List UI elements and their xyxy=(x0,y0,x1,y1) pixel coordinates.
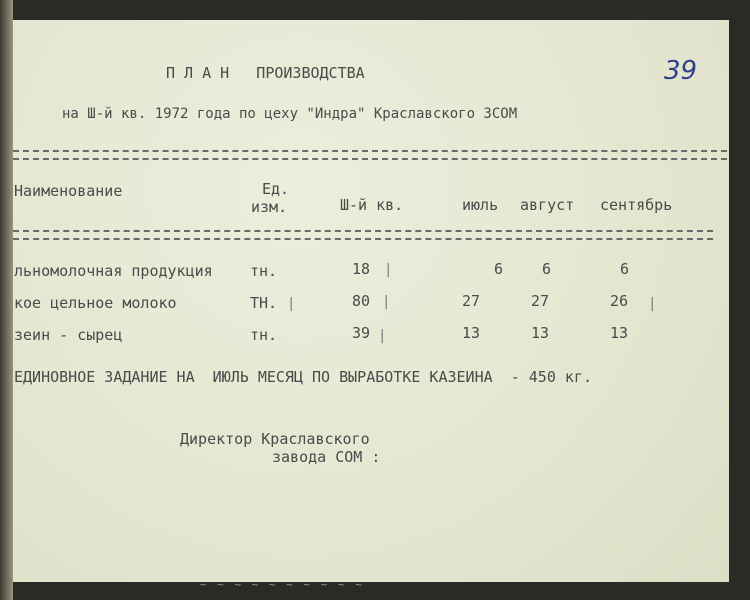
header-quarter: Ш-й кв. xyxy=(340,196,404,214)
pencil-tick-mark: | xyxy=(287,296,296,312)
header-unit-line1: Ед. xyxy=(262,180,290,198)
row-september: 13 xyxy=(610,324,629,342)
row-july: 13 xyxy=(462,324,481,342)
table-top-rule xyxy=(13,150,727,160)
document-title: П Л А Н ПРОИЗВОДСТВА xyxy=(166,64,365,82)
signature-title: Директор Краславского xyxy=(180,430,370,448)
row-september: 6 xyxy=(620,260,630,278)
row-name: зеин - сырец xyxy=(14,326,123,344)
next-page-bleed: ~ ~ ~ ~ ~ ~ ~ ~ ~ ~ xyxy=(200,578,364,588)
row-name: льномолочная продукция xyxy=(14,262,213,280)
header-unit-line2: изм. xyxy=(251,198,288,216)
signature-block xyxy=(180,430,380,466)
row-july: 27 xyxy=(462,292,481,310)
row-quarter: 18 xyxy=(352,260,371,278)
signature-plant: завода СОМ : xyxy=(272,448,381,466)
row-august: 13 xyxy=(531,324,550,342)
binding-strip xyxy=(0,0,13,600)
folio-number: 39 xyxy=(664,56,698,86)
header-july: июль xyxy=(462,196,499,214)
row-september: 26 xyxy=(610,292,629,310)
header-september: сентябрь xyxy=(600,196,673,214)
row-unit: ТН. xyxy=(250,294,278,312)
pencil-tick-mark: | xyxy=(384,262,393,278)
row-quarter: 39 xyxy=(352,324,371,342)
pencil-tick-mark: | xyxy=(648,296,657,312)
header-name: Наименование xyxy=(14,182,123,200)
row-august: 6 xyxy=(542,260,552,278)
note-line: ЕДИНОВНОЕ ЗАДАНИЕ НА ИЮЛЬ МЕСЯЦ ПО ВЫРАБОТКЕ КАЗЕИНА - 450 кг. xyxy=(14,368,592,386)
row-unit: тн. xyxy=(250,326,278,344)
row-august: 27 xyxy=(531,292,550,310)
row-quarter: 80 xyxy=(352,292,371,310)
pencil-tick-mark: | xyxy=(378,328,387,344)
table-header-rule xyxy=(13,230,713,240)
pencil-tick-mark: | xyxy=(382,294,391,310)
row-unit: тн. xyxy=(250,262,278,280)
header-august: август xyxy=(520,196,575,214)
document-subtitle: на Ш-й кв. 1972 года по цеху "Индра" Краславского ЗСОМ xyxy=(62,106,518,122)
row-july: 6 xyxy=(494,260,504,278)
row-name: кое цельное молоко xyxy=(14,294,177,312)
